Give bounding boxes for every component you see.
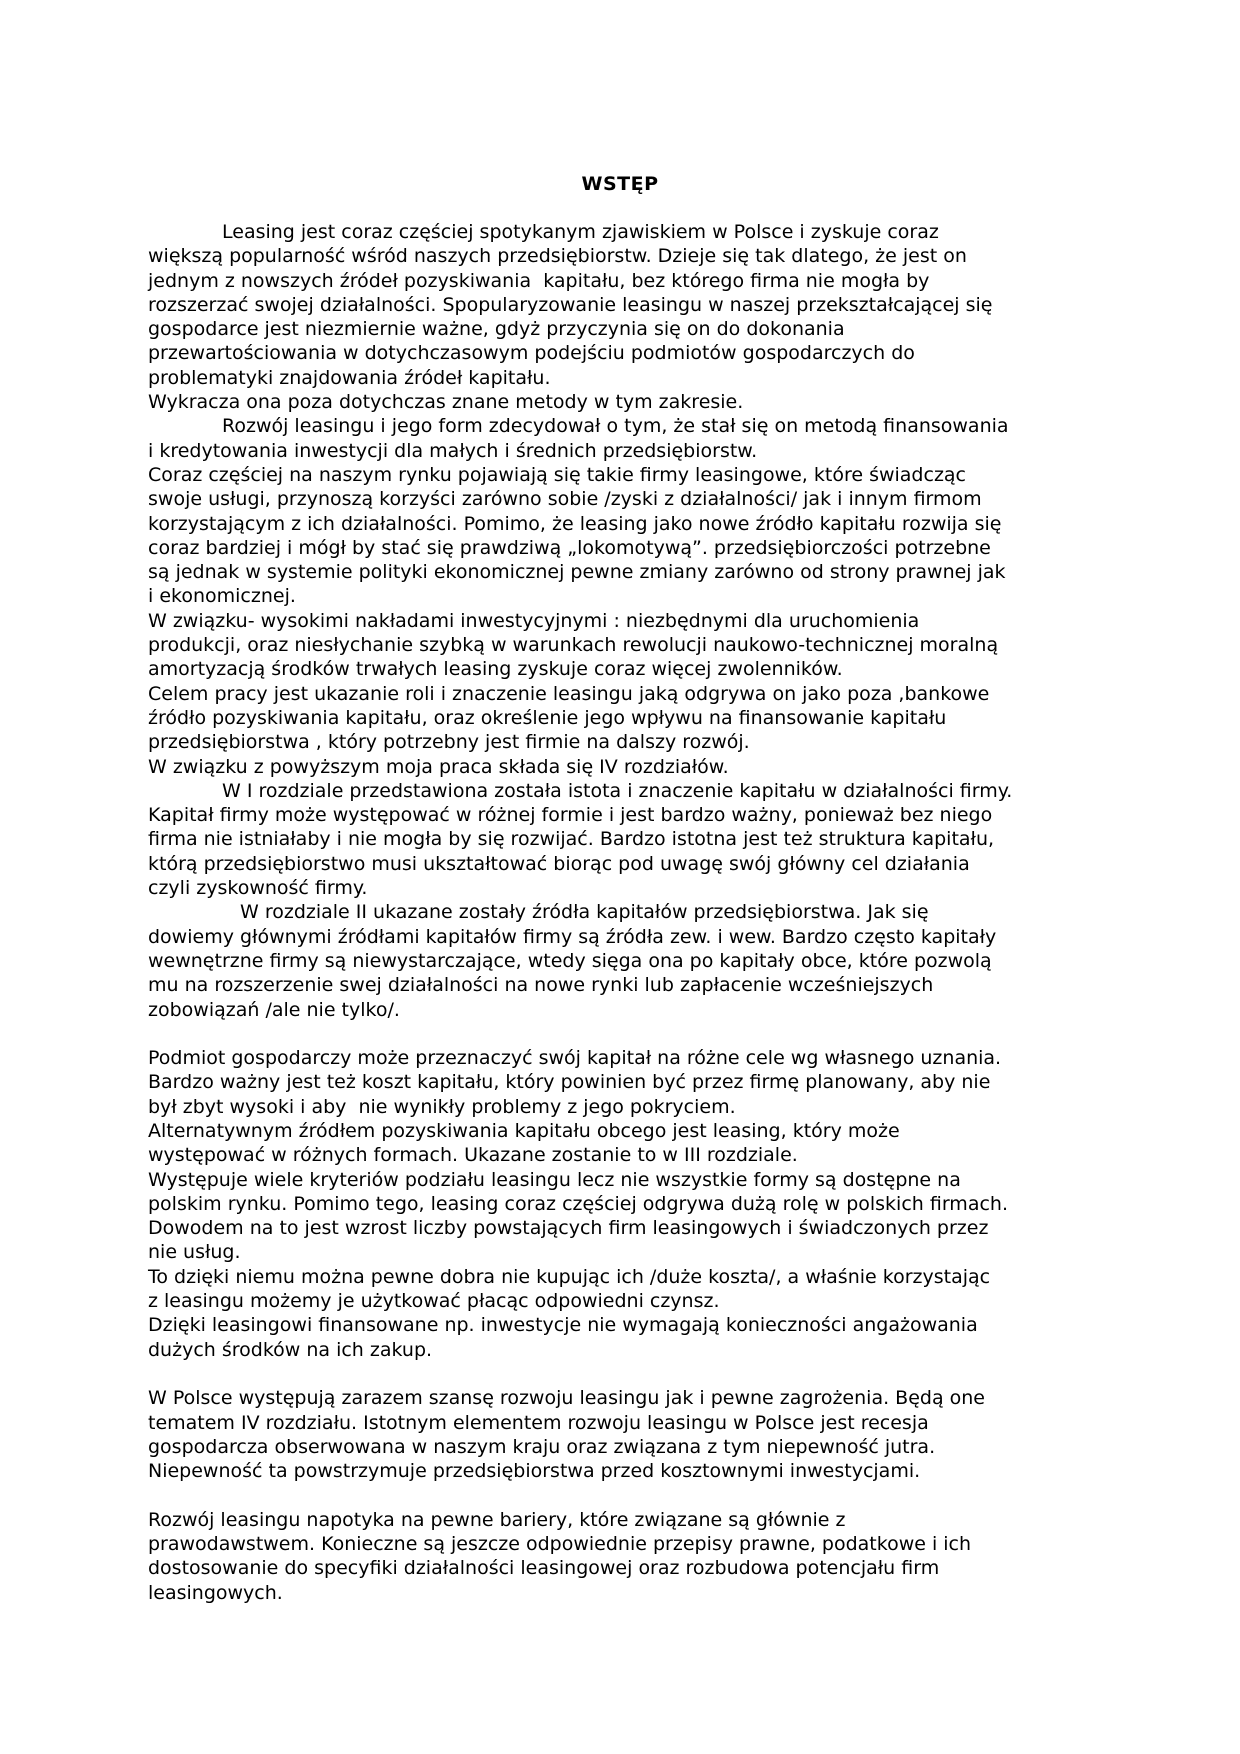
text-line: Alternatywnym źródłem pozyskiwania kapitału obcego jest leasing, który może: [148, 1119, 900, 1142]
text-line: gospodarce jest niezmiernie ważne, gdyż przyczynia się on do dokonania: [148, 318, 845, 341]
text-line: korzystającym z ich działalności. Pomimo, że leasing jako nowe źródło kapitału rozwija się: [148, 512, 1002, 535]
text-line: W związku z powyższym moja praca składa się IV rozdziałów.: [148, 755, 729, 778]
text-line: Kapitał firmy może występować w różnej formie i jest bardzo ważny, ponieważ bez niego: [148, 804, 993, 827]
text-line: W Polsce występują zarazem szansę rozwoju leasingu jak i pewne zagrożenia. Będą one: [148, 1387, 985, 1410]
text-line: nie usług.: [148, 1241, 241, 1264]
text-line: mu na rozszerzenie swej działalności na nowe rynki lub zapłacenie wcześniejszych: [148, 974, 934, 997]
text-line: gospodarcza obserwowana w naszym kraju oraz związana z tym niepewność jutra.: [148, 1435, 936, 1458]
text-line: Rozwój leasingu i jego form zdecydował o tym, że stał się on metodą finansowania: [222, 415, 1009, 438]
text-line: dużych środków na ich zakup.: [148, 1338, 433, 1361]
text-line: i ekonomicznej.: [148, 585, 296, 608]
text-line: problematyki znajdowania źródeł kapitału.: [148, 366, 551, 389]
text-line: Leasing jest coraz częściej spotykanym zjawiskiem w Polsce i zyskuje coraz: [222, 221, 939, 243]
paragraph-gap: [148, 1483, 1098, 1507]
text-line: Bardzo ważny jest też koszt kapitału, który powinien być przez firmę planowany, aby nie: [148, 1071, 991, 1094]
text-line: dostosowanie do specyfiki działalności leasingowej oraz rozbudowa potencjału firm: [148, 1557, 940, 1580]
text-line: Coraz częściej na naszym rynku pojawiają się takie firmy leasingowe, które świadcząc: [148, 463, 967, 486]
text-line: tematem IV rozdziału. Istotnym elementem rozwoju leasingu w Polsce jest recesja: [148, 1411, 929, 1434]
text-line: Celem pracy jest ukazanie roli i znaczenie leasingu jaką odgrywa on jako poza ,bankowe: [148, 682, 990, 705]
text-line: firma nie istniałaby i nie mogła by się rozwijać. Bardzo istotna jest też struktura kapitału,: [148, 828, 995, 851]
text-line: Podmiot gospodarczy może przeznaczyć swój kapitał na różne cele wg własnego uznania.: [148, 1047, 1002, 1070]
text-line: prawodawstwem. Konieczne są jeszcze odpowiednie przepisy prawne, podatkowe i ich: [148, 1533, 972, 1556]
text-line: coraz bardziej i mógł by stać się prawdziwą „lokomotywą”. przedsiębiorczości potrzebne: [148, 536, 991, 559]
text-line: występować w różnych formach. Ukazane zostanie to w III rozdziale.: [148, 1144, 798, 1167]
text-line: Wykracza ona poza dotychczas znane metody w tym zakresie.: [148, 391, 744, 414]
text-line: jednym z nowszych źródeł pozyskiwania kapitału, bez którego firma nie mogła by: [148, 269, 930, 292]
text-line: wewnętrzne firmy są niewystarczające, wtedy sięga ona po kapitały obce, które pozwolą: [148, 949, 992, 972]
text-line: przewartościowania w dotychczasowym podejściu podmiotów gospodarczych do: [148, 342, 915, 365]
document-body: [148, 220, 1098, 1605]
text-line: czyli zyskowność firmy.: [148, 877, 368, 900]
text-line: dowiemy głównymi źródłami kapitałów firmy są źródła zew. i wew. Bardzo często kapitały: [148, 925, 997, 948]
page-title: WSTĘP: [581, 173, 659, 195]
text-line: polskim rynku. Pomimo tego, leasing coraz częściej odgrywa dużą rolę w polskich firmach.: [148, 1192, 1008, 1215]
text-line: To dzięki niemu można pewne dobra nie kupując ich /duże koszta/, a właśnie korzystając: [148, 1265, 991, 1288]
text-line: rozszerzać swojej działalności. Spopularyzowanie leasingu w naszej przekształcającej się: [148, 293, 993, 316]
text-line: leasingowych.: [148, 1581, 283, 1604]
text-line: amortyzacją środków trwałych leasing zyskuje coraz więcej zwolenników.: [148, 658, 843, 681]
text-line: przedsiębiorstwa , który potrzebny jest firmie na dalszy rozwój.: [148, 731, 750, 754]
text-line: W związku- wysokimi nakładami inwestycyjnymi : niezbędnymi dla uruchomienia: [148, 609, 920, 632]
text-line: swoje usługi, przynoszą korzyści zarówno sobie /zyski z działalności/ jak i innym firmom: [148, 488, 982, 511]
text-line: i kredytowania inwestycji dla małych i średnich przedsiębiorstw.: [148, 439, 758, 462]
text-line: są jednak w systemie polityki ekonomicznej pewne zmiany zarówno od strony prawnej jak: [148, 561, 1006, 584]
text-line: W rozdziale II ukazane zostały źródła kapitałów przedsiębiorstwa. Jak się: [240, 901, 929, 924]
text-line: Dzięki leasingowi finansowane np. inwestycje nie wymagają konieczności angażowania: [148, 1314, 978, 1337]
text-line: z leasingu możemy je użytkować płacąc odpowiedni czynsz.: [148, 1290, 720, 1313]
text-line: Występuje wiele kryteriów podziału leasingu lecz nie wszystkie formy są dostępne na: [148, 1168, 961, 1191]
text-line: W I rozdziale przedstawiona została istota i znaczenie kapitału w działalności firmy.: [222, 779, 1013, 802]
text-line: źródło pozyskiwania kapitału, oraz określenie jego wpływu na finansowanie kapitału: [148, 706, 947, 729]
text-line: Dowodem na to jest wzrost liczby powstających firm leasingowych i świadczonych przez: [148, 1217, 989, 1240]
text-line: zobowiązań /ale nie tylko/.: [148, 998, 400, 1021]
text-line: był zbyt wysoki i aby nie wynikły problemy z jego pokryciem.: [148, 1095, 736, 1118]
paragraph-gap: [148, 1022, 1098, 1046]
text-line: większą popularność wśród naszych przedsiębiorstw. Dzieje się tak dlatego, że jest on: [148, 245, 967, 268]
text-line: Rozwój leasingu napotyka na pewne bariery, które związane są głównie z: [148, 1508, 846, 1531]
text-line: Niepewność ta powstrzymuje przedsiębiorstwa przed kosztownymi inwestycjami.: [148, 1460, 921, 1483]
text-line: którą przedsiębiorstwo musi ukształtować biorąc pod uwagę swój główny cel działania: [148, 852, 970, 875]
text-line: produkcji, oraz niesłychanie szybką w warunkach rewolucji naukowo-technicznej moralną: [148, 634, 999, 657]
paragraph-gap: [148, 1362, 1098, 1386]
